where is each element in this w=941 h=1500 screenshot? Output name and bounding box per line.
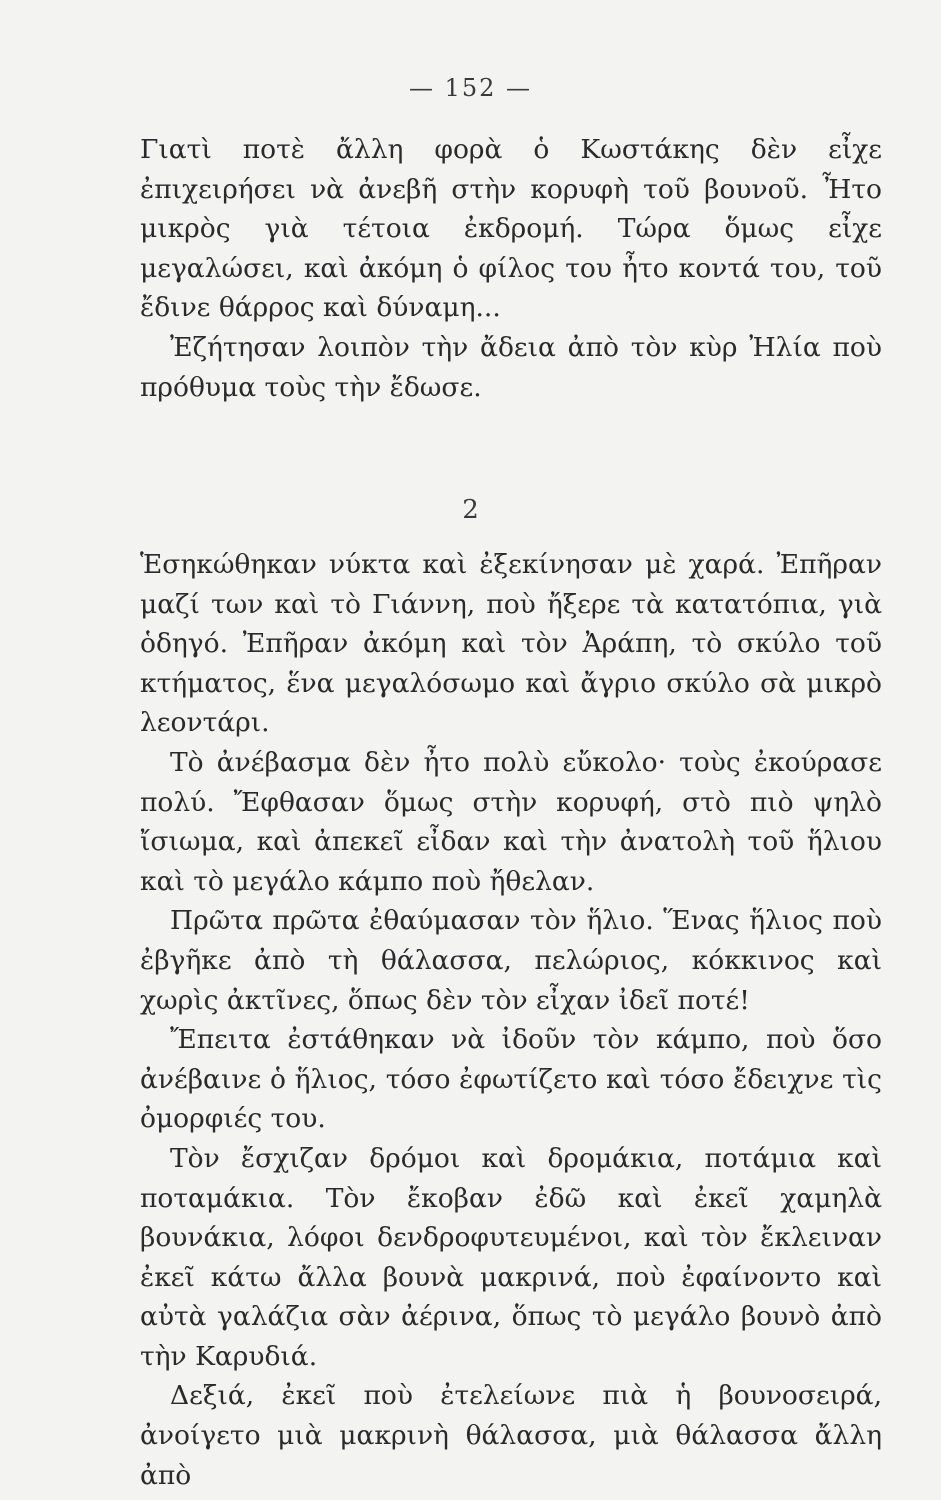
paragraph: Ἔπειτα ἐστάθηκαν νὰ ἰδοῦν τὸν κάμπο, ποὺ ὅσο ἀνέβαινε ὁ ἥλιος, τόσο ἐφωτίζετο καὶ τόσο ἔδειχνε τὶς ὀμορφιές του. bbox=[140, 1024, 882, 1135]
paragraph: Ἑσηκώθηκαν νύκτα καὶ ἐξεκίνησαν μὲ χαρά. Ἐπῆραν μαζί των καὶ τὸ Γιάννη, ποὺ ἤξερε τὰ κατατόπια, γιὰ ὁδηγό. Ἐπῆραν ἀκόμη καὶ τὸν Ἀράπη, τὸ σκύλο τοῦ κτήματος, ἕνα μεγαλόσωμο καὶ ἄγριο σκύλο σὰ μικρὸ λεοντάρι. bbox=[140, 549, 882, 739]
text-block-main bbox=[140, 545, 882, 1495]
paragraph: Δεξιά, ἐκεῖ ποὺ ἐτελείωνε πιὰ ἡ βουνοσειρά, ἀνοίγετο μιὰ μακρινὴ θάλασσα, μιὰ θάλασσα ἄλλη ἀπὸ bbox=[140, 1380, 882, 1491]
paragraph: Τὸν ἔσχιζαν δρόμοι καὶ δρομάκια, ποτάμια καὶ ποταμάκια. Τὸν ἔκοβαν ἐδῶ καὶ ἐκεῖ χαμηλὰ βουνάκια, λόφοι δενδροφυτευμένοι, καὶ τὸν ἔκλειναν ἐκεῖ κάτω ἄλλα βουνὰ μακρινά, ποὺ ἐφαίνοντο καὶ αὐτὰ γαλάζια σὰν ἀέρινα, ὅπως τὸ μεγάλο βουνὸ ἀπὸ τὴν Καρυδιά. bbox=[140, 1142, 882, 1372]
paragraph: Ἐζήτησαν λοιπὸν τὴν ἄδεια ἀπὸ τὸν κὺρ Ἠλία ποὺ πρόθυμα τοὺς τὴν ἔδωσε. bbox=[140, 331, 882, 403]
paragraph: Γιατὶ ποτὲ ἄλλη φορὰ ὁ Κωστάκης δὲν εἶχε ἐπιχειρήσει νὰ ἀνεβῆ στὴν κορυφὴ τοῦ βουνοῦ. Ἦτο μικρὸς γιὰ τέτοια ἐκδρομή. Τώρα ὅμως εἶχε μεγαλώσει, καὶ ἀκόμη ὁ φίλος του ἦτο κοντά του, τοῦ ἔδινε θάρρος καὶ δύναμη... bbox=[140, 134, 882, 324]
text-block-top bbox=[140, 130, 882, 407]
paragraph: Τὸ ἀνέβασμα δὲν ἦτο πολὺ εὔκολο· τοὺς ἐκούρασε πολύ. Ἔφθασαν ὅμως στὴν κορυφή, στὸ πιὸ ψηλὸ ἴσιωμα, καὶ ἀπεκεῖ εἶδαν καὶ τὴν ἀνατολὴ τοῦ ἥλιου καὶ τὸ μεγάλο κάμπο ποὺ ἤθελαν. bbox=[140, 746, 882, 897]
section-number: 2 bbox=[462, 495, 479, 525]
paragraph: Πρῶτα πρῶτα ἐθαύμασαν τὸν ἥλιο. Ἕνας ἥλιος ποὺ ἐβγῆκε ἀπὸ τὴ θάλασσα, πελώριος, κόκκινος καὶ χωρὶς ἀκτῖνες, ὅπως δὲν τὸν εἶχαν ἰδεῖ ποτέ! bbox=[140, 905, 882, 1016]
page-number: — 152 — bbox=[408, 74, 533, 102]
